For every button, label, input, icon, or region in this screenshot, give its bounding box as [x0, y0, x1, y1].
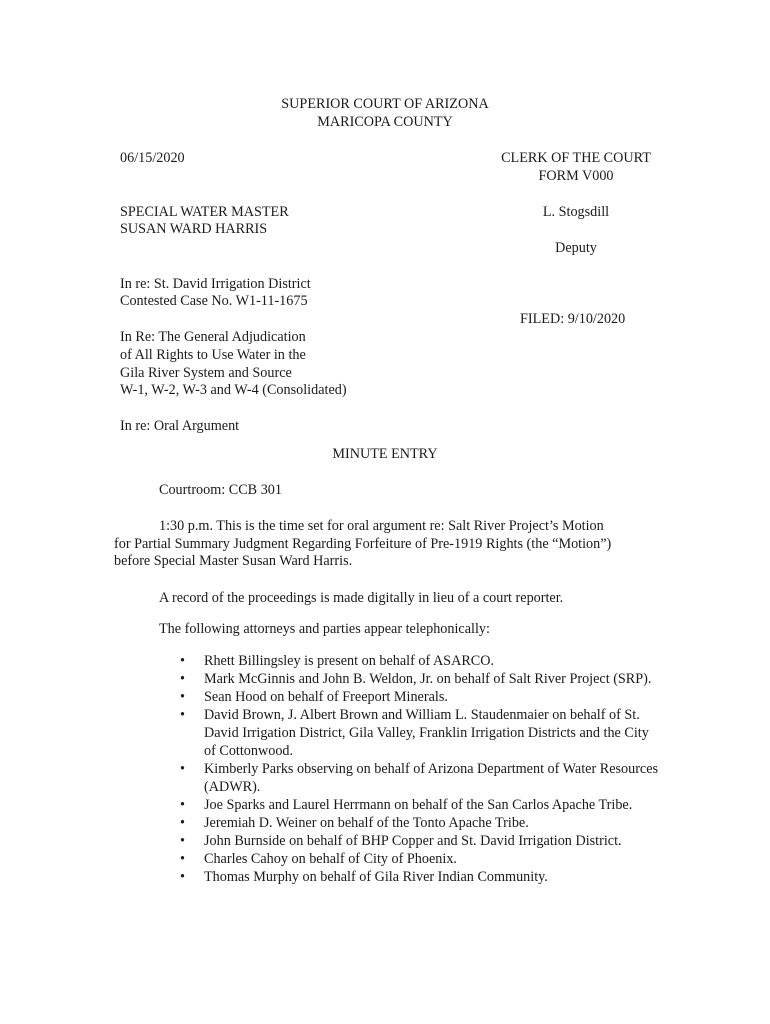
deputy-name: L. Stogsdill — [542, 204, 610, 220]
bullet-icon: • — [180, 815, 185, 831]
paragraph-3: The following attorneys and parties appear telephonically: — [159, 621, 490, 637]
master-title: SPECIAL WATER MASTER — [120, 204, 289, 220]
list-item — [180, 796, 660, 814]
bullet-icon: • — [180, 653, 185, 669]
clerk-line2: FORM V000 — [538, 168, 614, 184]
attendee-text: Sean Hood on behalf of Freeport Minerals. — [204, 689, 448, 705]
list-item — [180, 850, 660, 868]
case-number: Contested Case No. W1-11-1675 — [120, 293, 308, 309]
paragraph-1-line-2: for Partial Summary Judgment Regarding Forfeiture of Pre-1919 Rights (the “Motion”) — [114, 536, 612, 552]
list-item — [180, 688, 660, 706]
attendee-text: Charles Cahoy on behalf of City of Phoenix. — [204, 851, 457, 867]
paragraph-1-line-1: 1:30 p.m. This is the time set for oral argument re: Salt River Project’s Motion — [159, 518, 604, 534]
bullet-icon: • — [180, 707, 185, 723]
adjudication-line2: of All Rights to Use Water in the — [120, 347, 306, 363]
clerk-line1: CLERK OF THE COURT — [501, 150, 651, 166]
bullet-icon: • — [180, 797, 185, 813]
attendee-text: Joe Sparks and Laurel Herrmann on behalf of the San Carlos Apache Tribe. — [204, 797, 633, 813]
attendee-text: John Burnside on behalf of BHP Copper and St. David Irrigation District. — [204, 833, 622, 849]
paragraph-2: A record of the proceedings is made digitally in lieu of a court reporter. — [159, 590, 564, 606]
adjudication-line1: In Re: The General Adjudication — [120, 329, 306, 345]
entry-date: 06/15/2020 — [120, 150, 185, 166]
list-item — [180, 868, 660, 886]
bullet-icon: • — [180, 671, 185, 687]
list-item — [180, 706, 660, 760]
county-name: MARICOPA COUNTY — [317, 114, 453, 130]
master-name: SUSAN WARD HARRIS — [120, 221, 268, 237]
deputy-title: Deputy — [555, 240, 597, 256]
list-item — [180, 652, 660, 670]
attendee-text: Thomas Murphy on behalf of Gila River Indian Community. — [204, 869, 548, 885]
bullet-icon: • — [180, 761, 185, 777]
adjudication-line3: Gila River System and Source — [120, 365, 292, 381]
bullet-icon: • — [180, 689, 185, 705]
filed-date: 9/10/2020 — [567, 311, 626, 327]
attendee-text: Rhett Billingsley is present on behalf of ASARCO. — [204, 653, 495, 669]
case-title: In re: St. David Irrigation District — [120, 276, 311, 292]
list-item — [180, 814, 660, 832]
document-title: MINUTE ENTRY — [332, 446, 438, 462]
filed-stamp — [520, 310, 625, 328]
filed-label: FILED: — [520, 311, 565, 327]
bullet-icon: • — [180, 833, 185, 849]
courtroom-line: Courtroom: CCB 301 — [159, 482, 282, 498]
bullet-icon: • — [180, 851, 185, 867]
attendee-text: David Brown, J. Albert Brown and William L. Staudenmaier on behalf of St. David Irrigation District, Gila Valley, Franklin Irrigation Districts and the City of Cottonwood. — [204, 707, 649, 759]
list-item — [180, 670, 660, 688]
attendee-text: Kimberly Parks observing on behalf of Arizona Department of Water Resources (ADWR). — [204, 761, 659, 795]
subject-line: In re: Oral Argument — [120, 418, 240, 434]
attendee-text: Mark McGinnis and John B. Weldon, Jr. on behalf of Salt River Project (SRP). — [204, 671, 652, 687]
list-item — [180, 832, 660, 850]
court-name: SUPERIOR COURT OF ARIZONA — [281, 96, 489, 112]
paragraph-1-line-3: before Special Master Susan Ward Harris. — [114, 553, 353, 569]
adjudication-line4: W-1, W-2, W-3 and W-4 (Consolidated) — [120, 382, 347, 398]
bullet-icon: • — [180, 869, 185, 885]
attendee-text: Jeremiah D. Weiner on behalf of the Tonto Apache Tribe. — [204, 815, 529, 831]
attendee-list — [180, 652, 660, 886]
list-item — [180, 760, 660, 796]
